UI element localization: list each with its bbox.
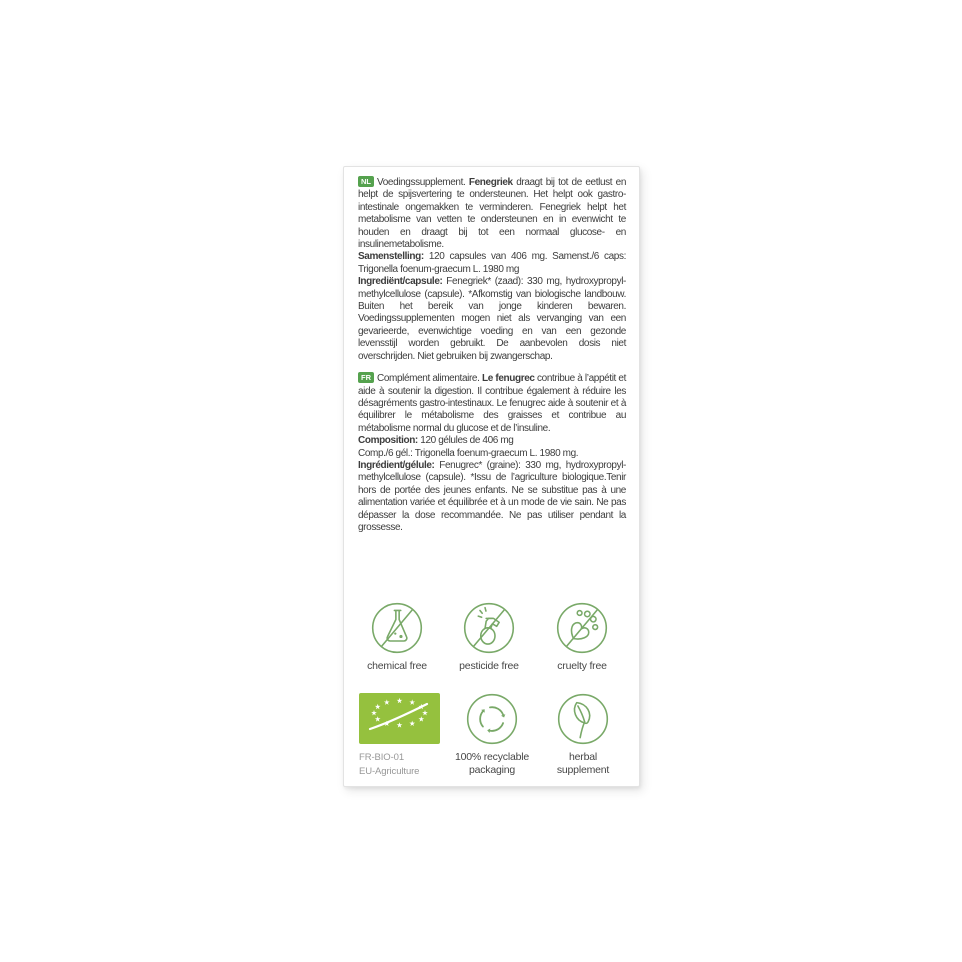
eu-organic-code-line1: FR-BIO-01: [359, 752, 405, 763]
no-chemical-flask-icon: [371, 602, 423, 654]
label-text-area: [344, 167, 639, 534]
herbal-line1: herbal: [569, 751, 597, 763]
eu-organic-leaf-logo: [359, 693, 440, 744]
fr-section: [358, 372, 626, 534]
label-text: Comp./6 gél.: Trigonella foenum-graecum L. 1980 mg.: [358, 447, 579, 459]
label-paragraph: [358, 176, 626, 251]
language-badge: NL: [358, 176, 374, 187]
language-badge: FR: [358, 372, 374, 383]
recyclable-line1: 100% recyclable: [454, 751, 530, 763]
chemical-free-label: chemical free: [367, 660, 427, 672]
label-paragraph: [358, 372, 626, 435]
recyclable-packaging-item: [440, 693, 544, 777]
nl-section: [358, 176, 626, 363]
herbal-line2: supplement: [556, 764, 610, 776]
label-paragraph: [358, 435, 626, 447]
recyclable-line2: packaging: [468, 764, 516, 776]
label-text: 120 gélules de 406 mg: [417, 435, 514, 447]
label-text: Fenegriek* (zaad): 330 mg, hydroxypropyl-methylcellulose (capsule). *Afkomstig van biologische landbouw. Buiten het bereik van jonge kinderen bewaren. Voedingssupplementen mogen niet als vervanging van een gevarieerde, evenwichtige voeding en van een gezonde levensstijl worden gebruikt. De aanbevolen dosis niet overschrijden. Niet gebruiken bij zwangerschap.: [358, 276, 626, 362]
label-text: contribue à l’appétit et aide à soutenir la digestion. Il contribue également à réduire les désagréments gastro-intestinaux. Le fenugrec aide à soutenir et à équilibrer le métabolisme des graisses et contribue au métabolisme normal du glucose et de l’insuline.: [358, 373, 626, 434]
label-text-bold: Fenegriek: [468, 177, 513, 188]
label-text: draagt bij tot de eetlust en helpt de spijsvertering te ondersteunen. Het helpt ook gastro-intestinale ongemakken te verminderen. Fenegriek helpt het metabolisme van vetten te ondersteunen en in evenwicht te houden en draagt bij tot een normaal glucose- en insulinemetabolisme.: [358, 177, 626, 251]
label-paragraph: [358, 251, 626, 276]
no-cruelty-paw-icon: [556, 602, 608, 654]
label-paragraph: [358, 448, 626, 460]
label-text-bold: Composition:: [358, 435, 418, 447]
herbal-supplement-label: [531, 751, 635, 777]
label-text-bold: Samenstelling:: [358, 251, 424, 263]
eu-organic-code-line2: EU-Agriculture: [359, 766, 420, 777]
label-paragraph: [358, 460, 626, 534]
label-text: 120 capsules van 406 mg. Samenst./6 caps: Trigonella foenum-graecum L. 1980 mg: [358, 251, 626, 275]
recycle-arrows-icon: [466, 693, 518, 745]
label-paragraph: [358, 276, 626, 363]
pesticide-free-item: [437, 602, 541, 673]
label-text-bold: Ingrédient/gélule:: [358, 459, 435, 471]
chemical-free-item: [345, 602, 449, 673]
herbal-supplement-item: [531, 693, 635, 777]
no-pesticide-spray-icon: [463, 602, 515, 654]
cruelty-free-label: cruelty free: [557, 660, 607, 672]
label-text-bold: Le fenugrec: [481, 373, 535, 385]
herbal-leaf-icon: [557, 693, 609, 745]
label-text: Complément alimentaire.: [377, 373, 482, 385]
pesticide-free-label: pesticide free: [459, 660, 519, 672]
supplement-label-panel: [343, 166, 640, 787]
label-text: Fenugrec* (graine): 330 mg, hydroxypropyl-methylcellulose (capsule). *Issu de l’agriculture biologique.Tenir hors de portée des jeunes enfants. Ne se substitue pas à une alimentation variée et équilibrée et à un mode de vie sain. Ne pas dépasser la dose recommandée. Ne pas utiliser pendant la grossesse.: [358, 459, 626, 533]
recyclable-packaging-label: [440, 751, 544, 777]
label-text-bold: Ingrediënt/capsule:: [358, 276, 443, 288]
cruelty-free-item: [530, 602, 634, 673]
label-text: Voedingssupplement.: [377, 177, 469, 188]
